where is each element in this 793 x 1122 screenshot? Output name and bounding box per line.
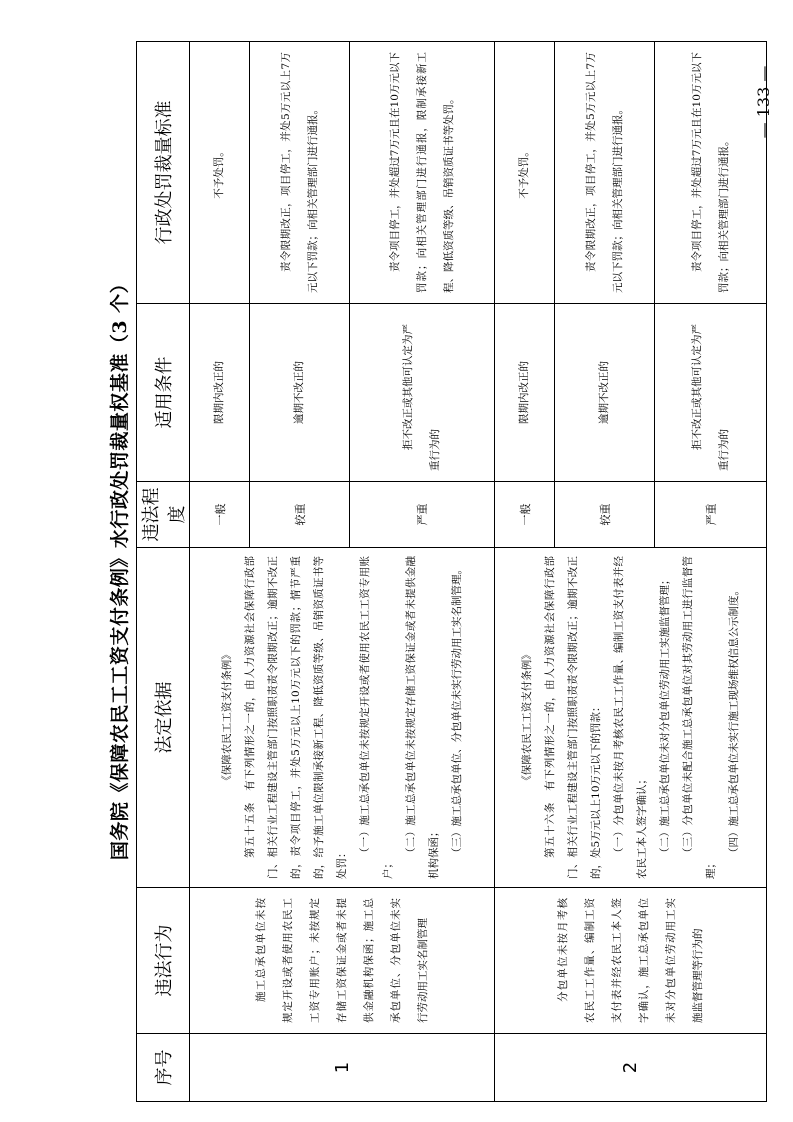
standard-text: 责令限期改正，项目停工，并处5万元以上7万元以下罚款；向相关管理部门进行通报。	[279, 52, 319, 293]
degree-cell: 较重	[250, 482, 350, 548]
condition-cell	[350, 304, 495, 482]
condition-cell: 逾期不改正的	[250, 304, 350, 482]
row-index: 1	[190, 1034, 495, 1102]
violation-text: 施工总承包单位未按规定开设或者使用农民工工资专用账户；未按规定存储工资保证金或者未提供金融机构保函；施工总承包单位、分包单位未实行劳动用工实名制管理	[190, 888, 495, 1034]
standard-cell	[555, 42, 655, 304]
law-article: 第五十五条 有下列情形之一的，由人力资源社会保障行政部门、相关行业工程建设主管部门按照职责责令限期改正；逾期不改正的，责令项目停工，并处5万元以上10万元以下的罚款；情节严重的，给予施工单位限制承接新工程、降低资质等级、吊销资质证书等处罚：	[243, 556, 348, 879]
header-degree: 违法程度	[137, 482, 190, 548]
table-row	[495, 42, 555, 1102]
header-legal-basis: 法定依据	[137, 548, 190, 888]
table-row	[190, 42, 250, 1102]
law-item: （四）施工总承包单位未实行施工现场维权信息公示制度。	[727, 585, 740, 858]
row-index: 2	[495, 1034, 767, 1102]
header-index: 序号	[137, 1034, 190, 1102]
law-item: （一）分包单位未按月考核农民工工作量、编制工资支付表并经农民工本人签字确认；	[612, 556, 648, 879]
standard-cell	[655, 42, 767, 304]
header-standard: 行政处罚裁量标准	[137, 42, 190, 304]
condition-cell: 限期内改正的	[190, 304, 250, 482]
law-book-title: 《保障农民工工资支付条例》	[520, 649, 533, 786]
degree-cell: 严重	[350, 482, 495, 548]
degree-cell: 严重	[655, 482, 767, 548]
law-item: （三）施工总承包单位、分包单位未实行劳动用工实名制管理。	[450, 564, 463, 858]
standard-cell	[250, 42, 350, 304]
condition-cell	[655, 304, 767, 482]
penalty-standard-table	[136, 41, 767, 1102]
law-book-title: 《保障农民工工资支付条例》	[220, 649, 233, 786]
degree-cell: 一般	[495, 482, 555, 548]
law-item: （三）分包单位未配合施工总承包单位对其劳动用工进行监督管理；	[681, 556, 717, 879]
condition-text: 拒不改正或其他可认定为严重行为的	[402, 324, 441, 471]
condition-cell: 限期内改正的	[495, 304, 555, 482]
degree-cell: 较重	[555, 482, 655, 548]
legal-basis	[190, 548, 495, 888]
standard-text: 责令项目停工，并处超过7万元且在10万元以下罚款；向相关管理部门进行通报，限制承接新工程、降低资质等级、吊销资质证书等处罚。	[388, 52, 455, 293]
law-item: （二）施工总承包单位未对分包单位劳动用工实施监督管理；	[658, 574, 671, 858]
law-item: （一）施工总承包单位未按规定开设或者使用农民工工资专用账户；	[358, 556, 394, 879]
table-header-row	[137, 42, 190, 1102]
law-item: （二）施工总承包单位未按规定存储工资保证金或者未提供金融机构保函；	[404, 556, 440, 879]
standard-text: 责令项目停工，并处超过7万元且在10万元以下罚款；向相关管理部门进行通报。	[690, 52, 730, 293]
law-article: 第五十六条 有下列情形之一的，由人力资源社会保障行政部门、相关行业工程建设主管部门按照职责责令限期改正；逾期不改正的，处5万元以上10万元以下的罚款：	[543, 556, 602, 879]
page-title: 国务院《保障农民工工资支付条例》水行政处罚裁量权基准（3 个）	[109, 273, 131, 861]
standard-cell	[350, 42, 495, 304]
page-number: — 133 —	[754, 65, 773, 139]
standard-cell: 不予处罚。	[190, 42, 250, 304]
degree-cell: 一般	[190, 482, 250, 548]
violation-text: 分包单位未按月考核农民工工作量、编制工资支付表并经农民工本人签字确认，施工总承包单位未对分包单位劳动用工实施监督管理等行为的	[495, 888, 767, 1034]
legal-basis	[495, 548, 767, 888]
header-condition: 适用条件	[137, 304, 190, 482]
condition-text: 拒不改正或其他可认定为严重行为的	[690, 324, 730, 471]
standard-cell: 不予处罚。	[495, 42, 555, 304]
condition-cell: 逾期不改正的	[555, 304, 655, 482]
standard-text: 责令限期改正，项目停工，并处5万元以上7万元以下罚款；向相关管理部门进行通报。	[584, 52, 624, 293]
header-violation: 违法行为	[137, 888, 190, 1034]
